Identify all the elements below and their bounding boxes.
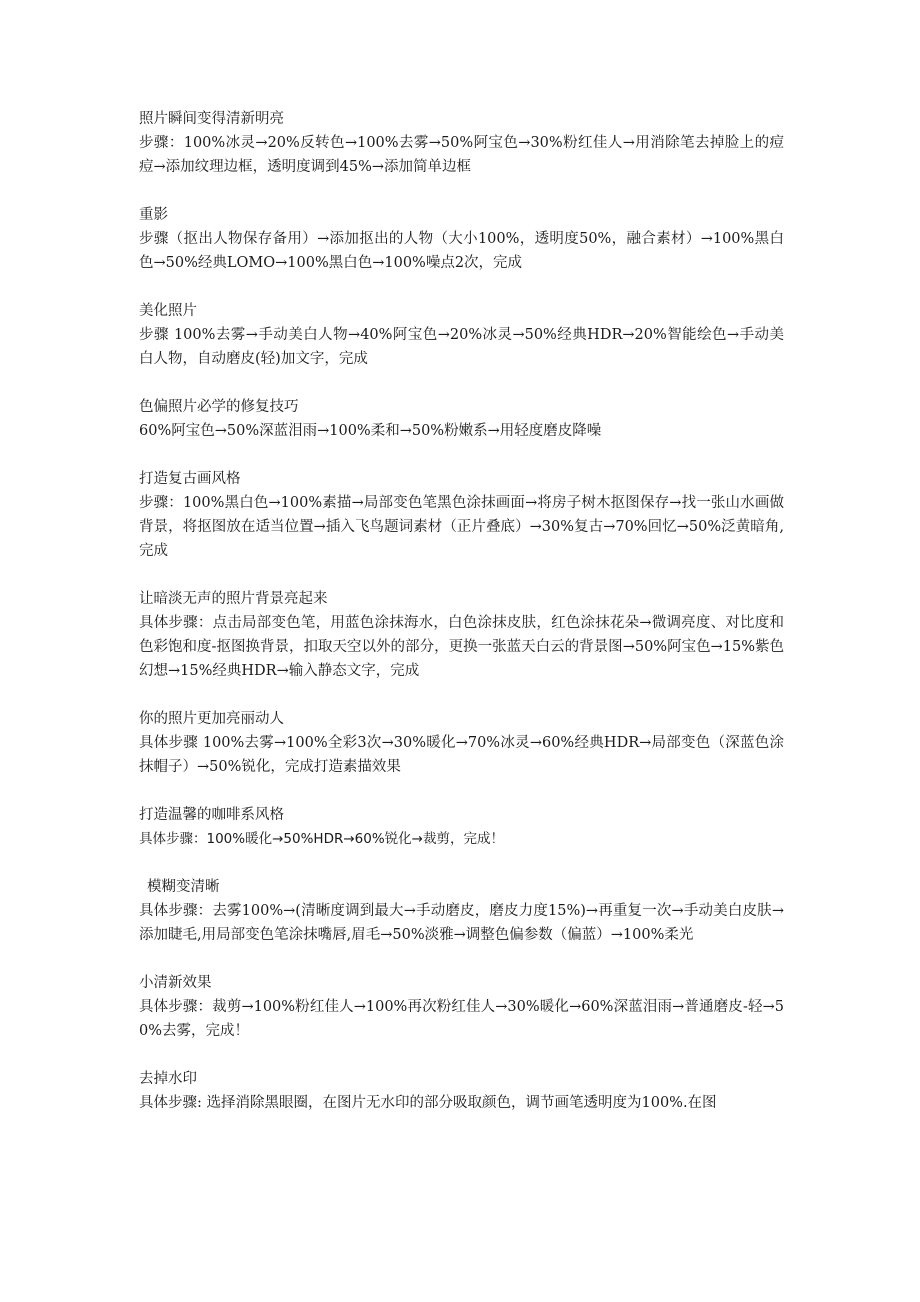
section-body: 具体步骤 100%去雾→100%全彩3次→30%暖化→70%冰灵→60%经典HDR→局部变色（深蓝色涂抹帽子）→50%锐化，完成打造素描效果 [139,735,784,775]
section-title: 模糊变清晰 [147,879,220,895]
section-body: 步骤 100%去雾→手动美白人物→40%阿宝色→20%冰灵→50%经典HDR→20%智能绘色→手动美白人物，自动磨皮(轻)加文字，完成 [139,327,784,367]
section-fresh-effect [139,971,784,1043]
section-title: 照片瞬间变得清新明亮 [139,111,284,127]
section-bright-photo [139,107,784,179]
section-body: 具体步骤：去雾100%→(清晰度调到最大→手动磨皮，磨皮力度15%)→再重复一次→手动美白皮肤→添加睫毛,用局部变色笔涂抹嘴唇,眉毛→50%淡雅→调整色偏参数（偏蓝）→100%柔光 [139,903,784,943]
section-title: 你的照片更加亮丽动人 [139,711,284,727]
section-title: 去掉水印 [139,1071,197,1087]
section-title: 色偏照片必学的修复技巧 [139,399,299,415]
section-title: 打造复古画风格 [139,471,241,487]
document-content [139,107,784,1139]
section-brighten-background [139,587,784,683]
section-title: 让暗淡无声的照片背景亮起来 [139,591,328,607]
section-color-cast-fix [139,395,784,443]
section-remove-watermark [139,1067,784,1115]
section-body: 步骤：100%黑白色→100%素描→局部变色笔黑色涂抹画面→将房子树木抠图保存→找一张山水画做背景，将抠图放在适当位置→插入飞鸟题词素材（正片叠底）→30%复古→70%回忆→50%泛黄暗角,完成 [139,495,784,559]
section-title: 打造温馨的咖啡系风格 [139,807,284,823]
section-body: 具体步骤：点击局部变色笔，用蓝色涂抹海水，白色涂抹皮肤，红色涂抹花朵→微调亮度、对比度和色彩饱和度-抠图换背景，扣取天空以外的部分，更换一张蓝天白云的背景图→50%阿宝色→15%紫色幻想→15%经典HDR→输入静态文字，完成 [139,615,784,679]
section-body: 步骤（抠出人物保存备用）→添加抠出的人物（大小100%，透明度50%，融合素材）→100%黑白色→50%经典LOMO→100%黑白色→100%噪点2次，完成 [139,231,784,271]
section-body: 具体步骤：100%暖化→50%HDR→60%锐化→裁剪，完成！ [139,831,504,847]
section-coffee-style [139,803,784,851]
section-title: 美化照片 [139,303,197,319]
section-blur-to-sharp [139,875,784,947]
section-vintage-painting [139,467,784,563]
section-body: 具体步骤: 选择消除黑眼圈，在图片无水印的部分吸取颜色，调节画笔透明度为100%.在图 [139,1095,717,1111]
section-beautify-photo [139,299,784,371]
section-title: 小清新效果 [139,975,212,991]
section-body: 具体步骤：裁剪→100%粉红佳人→100%再次粉红佳人→30%暖化→60%深蓝泪雨→普通磨皮-轻→50%去雾，完成！ [139,999,784,1039]
section-body: 60%阿宝色→50%深蓝泪雨→100%柔和→50%粉嫩系→用轻度磨皮降噪 [139,423,602,439]
section-vivid-photo [139,707,784,779]
section-title: 重影 [139,207,168,223]
section-body: 步骤：100%冰灵→20%反转色→100%去雾→50%阿宝色→30%粉红佳人→用消除笔去掉脸上的痘痘→添加纹理边框，透明度调到45%→添加简单边框 [139,135,784,175]
section-double-exposure [139,203,784,275]
